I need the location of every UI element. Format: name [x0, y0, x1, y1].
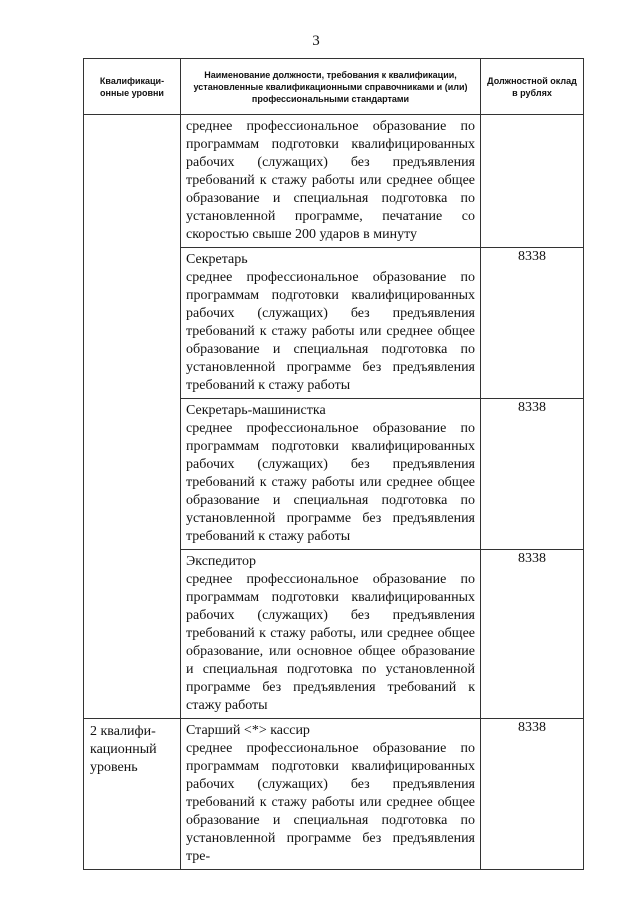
position-title: Старший <*> кассир: [186, 723, 310, 738]
description-cell: [181, 719, 481, 870]
position-title: Секретарь-машинистка: [186, 403, 326, 418]
table-row: [84, 115, 584, 248]
salary-cell: 8338: [481, 248, 584, 399]
requirements-text: среднее профессиональное образование по программам подготовки квалифицированных рабочих (служащих) без предъявления требований к стажу работы или среднее общее образование и специальная подготовка по установленной программе без предъявления требований к стажу работы: [186, 421, 475, 544]
description-cell: [181, 399, 481, 550]
header-position-requirements: Наименование должности, требования к квалификации, установленные квалификационными справочниками и (или) профессиональными стандартами: [181, 59, 481, 115]
requirements-text: среднее профессиональное образование по программам подготовки квалифицированных рабочих (служащих) без предъявления требований к стажу работы или среднее общее образование и специальная подготовка по установленной программе без предъявления требований к стажу работы: [186, 270, 475, 393]
description-cell: [181, 248, 481, 399]
table-row: [84, 719, 584, 870]
qualification-table: [83, 58, 584, 870]
description-cell: [181, 550, 481, 719]
salary-cell: 8338: [481, 399, 584, 550]
table-header-row: [84, 59, 584, 115]
position-title: Секретарь: [186, 252, 248, 267]
header-qualification-levels: Квалификаци-онные уровни: [84, 59, 181, 115]
page-number: 3: [312, 33, 320, 49]
level-cell: [84, 115, 181, 719]
description-cell: [181, 115, 481, 248]
requirements-text: среднее профессиональное образование по программам подготовки квалифицированных рабочих (служащих) без предъявления требований к стажу работы или среднее общее образование и специальная подготовка по установленной программе без предъявления тре-: [186, 741, 475, 864]
header-salary: Должностной оклад в рублях: [481, 59, 584, 115]
salary-cell: 8338: [481, 550, 584, 719]
requirements-text: среднее профессиональное образование по программам подготовки квалифицированных рабочих (служащих) без предъявления требований к стажу работы, или среднее общее образование, или основное общее образование и специальная подготовка по установленной программе без предъявления требований к стажу работы: [186, 572, 475, 713]
salary-cell: 8338: [481, 719, 584, 870]
salary-cell: [481, 115, 584, 248]
level-cell: 2 квалифи-кационный уровень: [84, 719, 181, 870]
requirements-text: среднее профессиональное образование по программам подготовки квалифицированных рабочих (служащих) без предъявления требований к стажу работы или среднее общее образование и специальная подготовка по установленной программе, печатание со скоростью свыше 200 ударов в минуту: [186, 119, 475, 242]
position-title: Экспедитор: [186, 554, 256, 569]
